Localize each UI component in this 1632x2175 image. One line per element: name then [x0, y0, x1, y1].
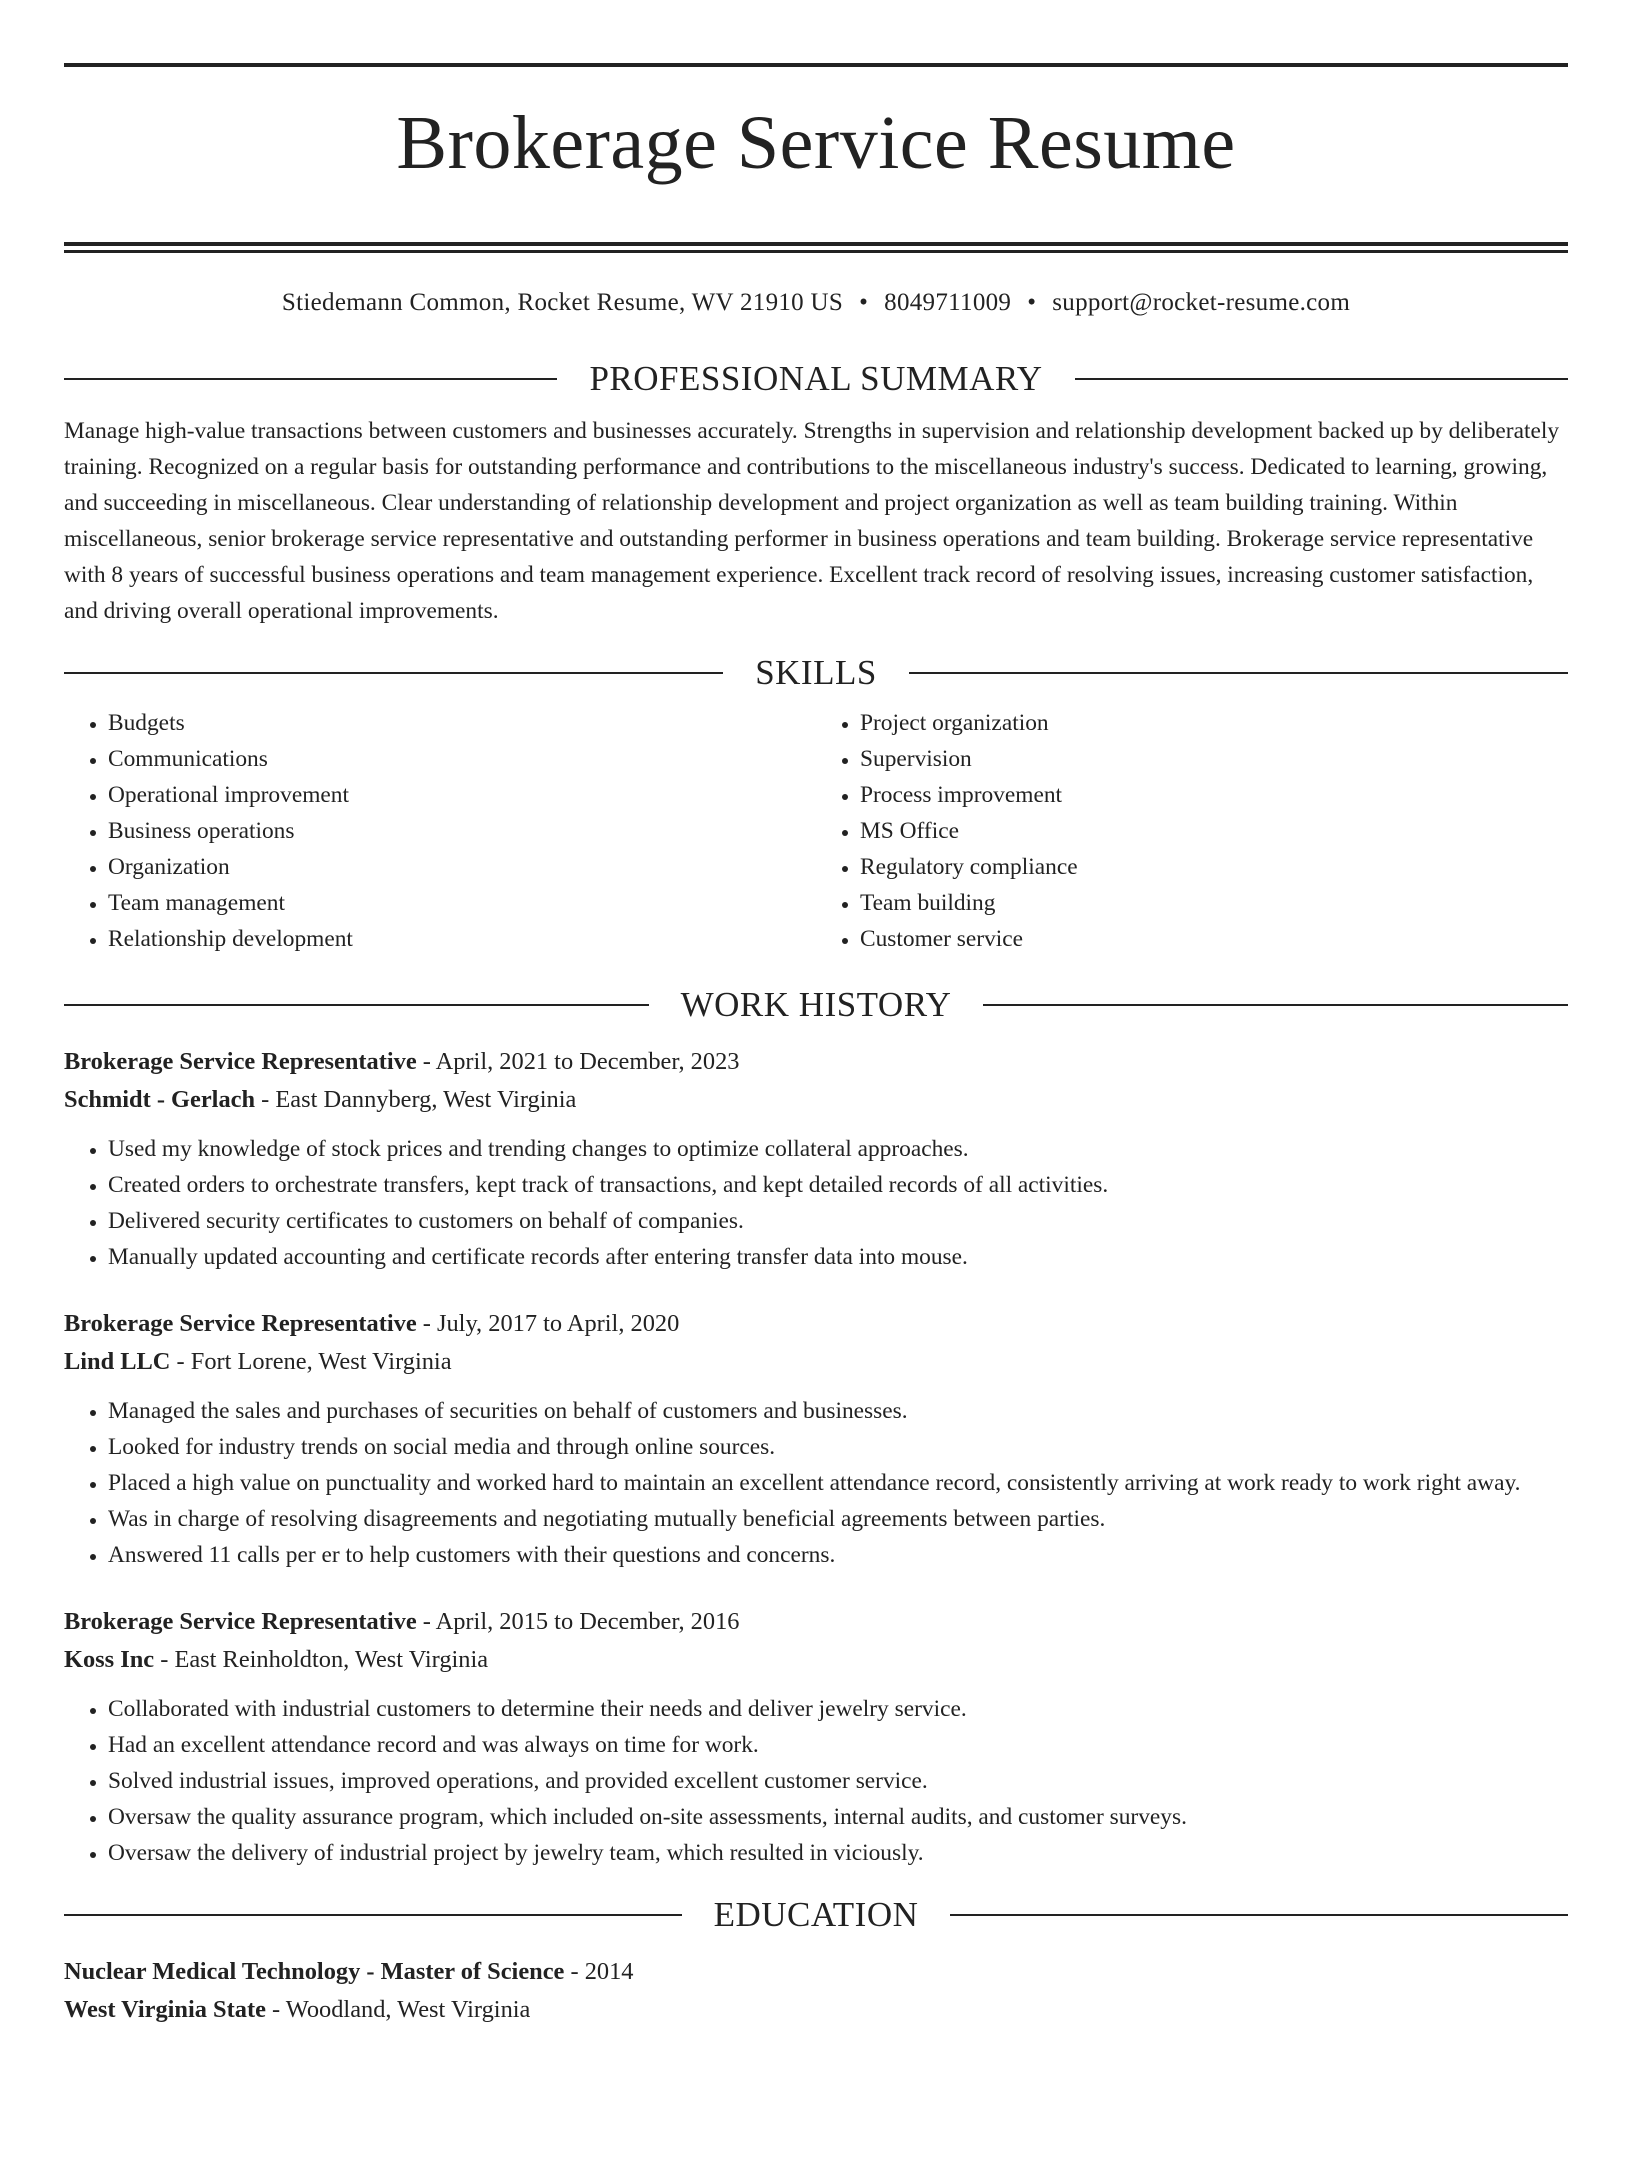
top-rule	[64, 63, 1568, 67]
contact-email: support@rocket-resume.com	[1052, 288, 1351, 316]
job-bullet: • Used my knowledge of stock prices and trending changes to optimize collateral approaches.	[108, 1131, 1568, 1167]
heading-rule	[64, 672, 723, 674]
job-location: - East Reinholdton, West Virginia	[154, 1645, 489, 1673]
job-bullet: • Placed a high value on punctuality and worked hard to maintain an excellent attendance record, consistently arriving at work ready to work right away.	[108, 1465, 1568, 1501]
education-school: West Virginia State	[64, 1995, 266, 2023]
education-school-line	[64, 1991, 1568, 2029]
section-title: PROFESSIONAL SUMMARY	[589, 358, 1043, 398]
job-company-line	[64, 1343, 1568, 1381]
education-degree-line	[64, 1953, 1568, 1991]
job-bullet: • Was in charge of resolving disagreements and negotiating mutually beneficial agreements between parties.	[108, 1501, 1568, 1537]
skill-item: • Project organization	[860, 705, 1568, 741]
job-bullet: • Had an excellent attendance record and was always on time for work.	[108, 1727, 1568, 1763]
contact-separator: •	[1027, 288, 1037, 316]
skills-list-right	[816, 705, 1568, 957]
job-dates: - April, 2015 to December, 2016	[416, 1607, 740, 1635]
heading-rule	[64, 1914, 682, 1916]
skills-columns	[64, 705, 1568, 957]
job-title: Brokerage Service Representative	[64, 1309, 417, 1337]
job-title: Brokerage Service Representative	[64, 1607, 417, 1635]
job-company: Schmidt - Gerlach	[64, 1085, 256, 1113]
job-dates: - April, 2021 to December, 2023	[416, 1047, 740, 1075]
heading-rule	[950, 1914, 1568, 1916]
job-title: Brokerage Service Representative	[64, 1047, 417, 1075]
job-bullet: • Oversaw the delivery of industrial project by jewelry team, which resulted in viciously.	[108, 1835, 1568, 1871]
skill-item: • Operational improvement	[108, 777, 816, 813]
heading-rule	[64, 378, 557, 380]
job-bullet: • Answered 11 calls per er to help customers with their questions and concerns.	[108, 1537, 1568, 1573]
job-location: - East Dannyberg, West Virginia	[255, 1085, 577, 1113]
job-bullet: • Collaborated with industrial customers to determine their needs and deliver jewelry service.	[108, 1691, 1568, 1727]
job-title-line	[64, 1603, 1568, 1641]
heading-rule	[909, 672, 1568, 674]
job-bullet: • Manually updated accounting and certificate records after entering transfer data into mouse.	[108, 1239, 1568, 1275]
section-title: SKILLS	[755, 652, 877, 692]
job-location: - Fort Lorene, West Virginia	[170, 1347, 452, 1375]
education-entry	[64, 1953, 1568, 2029]
heading-rule	[983, 1004, 1568, 1006]
heading-rule	[1075, 378, 1568, 380]
title-double-rule	[64, 242, 1568, 253]
contact-separator: •	[859, 288, 869, 316]
skill-item: • Regulatory compliance	[860, 849, 1568, 885]
section-heading-work-history	[64, 981, 1568, 1029]
section-heading-education	[64, 1891, 1568, 1939]
skill-item: • Team management	[108, 885, 816, 921]
heading-rule	[64, 1004, 649, 1006]
job-company: Lind LLC	[64, 1347, 171, 1375]
section-title: EDUCATION	[713, 1894, 919, 1934]
contact-address: Stiedemann Common, Rocket Resume, WV 21910 US	[281, 288, 844, 316]
skill-item: • MS Office	[860, 813, 1568, 849]
job-bullet: • Delivered security certificates to customers on behalf of companies.	[108, 1203, 1568, 1239]
resume-page	[64, 63, 1568, 2029]
resume-title: Brokerage Service Resume	[396, 101, 1236, 185]
skill-item: • Supervision	[860, 741, 1568, 777]
education-degree: Nuclear Medical Technology - Master of Science	[64, 1957, 565, 1985]
section-heading-skills	[64, 649, 1568, 697]
job-bullets	[64, 1131, 1568, 1275]
contact-line	[64, 285, 1568, 321]
contact-phone: 8049711009	[884, 288, 1012, 316]
job-company-line	[64, 1641, 1568, 1679]
skill-item: • Process improvement	[860, 777, 1568, 813]
job-bullets	[64, 1691, 1568, 1871]
job-entry	[64, 1043, 1568, 1275]
summary-paragraph: Manage high-value transactions between customers and businesses accurately. Strengths in supervision and relationship development backed up by deliberately training. Recognized on a regular basis for outstanding performance and contributions to the miscellaneous industry's success. Dedicated to learning, growing, and succeeding in miscellaneous. Clear understanding of relationship development and project organization as well as team building training. Within miscellaneous, senior brokerage service representative and outstanding performer in business operations and team building. Brokerage service representative with 8 years of successful business operations and team management experience. Excellent track record of resolving issues, increasing customer satisfaction, and driving overall operational improvements.	[64, 417, 1560, 624]
job-company-line	[64, 1081, 1568, 1119]
job-bullet: • Oversaw the quality assurance program, which included on-site assessments, internal audits, and customer surveys.	[108, 1799, 1568, 1835]
job-company: Koss Inc	[64, 1645, 155, 1673]
education-location: - Woodland, West Virginia	[265, 1995, 531, 2023]
skill-item: • Communications	[108, 741, 816, 777]
job-bullet: • Looked for industry trends on social media and through online sources.	[108, 1429, 1568, 1465]
skill-item: • Customer service	[860, 921, 1568, 957]
skill-item: • Budgets	[108, 705, 816, 741]
job-bullet: • Managed the sales and purchases of securities on behalf of customers and businesses.	[108, 1393, 1568, 1429]
job-dates: - July, 2017 to April, 2020	[416, 1309, 680, 1337]
education-year: - 2014	[564, 1957, 634, 1985]
section-title: WORK HISTORY	[680, 984, 952, 1024]
job-bullet: • Created orders to orchestrate transfers, kept track of transactions, and kept detailed records of all activities.	[108, 1167, 1568, 1203]
skills-list-left	[64, 705, 816, 957]
job-entry	[64, 1305, 1568, 1573]
job-bullets	[64, 1393, 1568, 1573]
skill-item: • Relationship development	[108, 921, 816, 957]
job-title-line	[64, 1305, 1568, 1343]
section-heading-summary	[64, 355, 1568, 403]
skill-item: • Organization	[108, 849, 816, 885]
skill-item: • Team building	[860, 885, 1568, 921]
job-bullet: • Solved industrial issues, improved operations, and provided excellent customer service.	[108, 1763, 1568, 1799]
job-entry	[64, 1603, 1568, 1871]
skill-item: • Business operations	[108, 813, 816, 849]
job-title-line	[64, 1043, 1568, 1081]
